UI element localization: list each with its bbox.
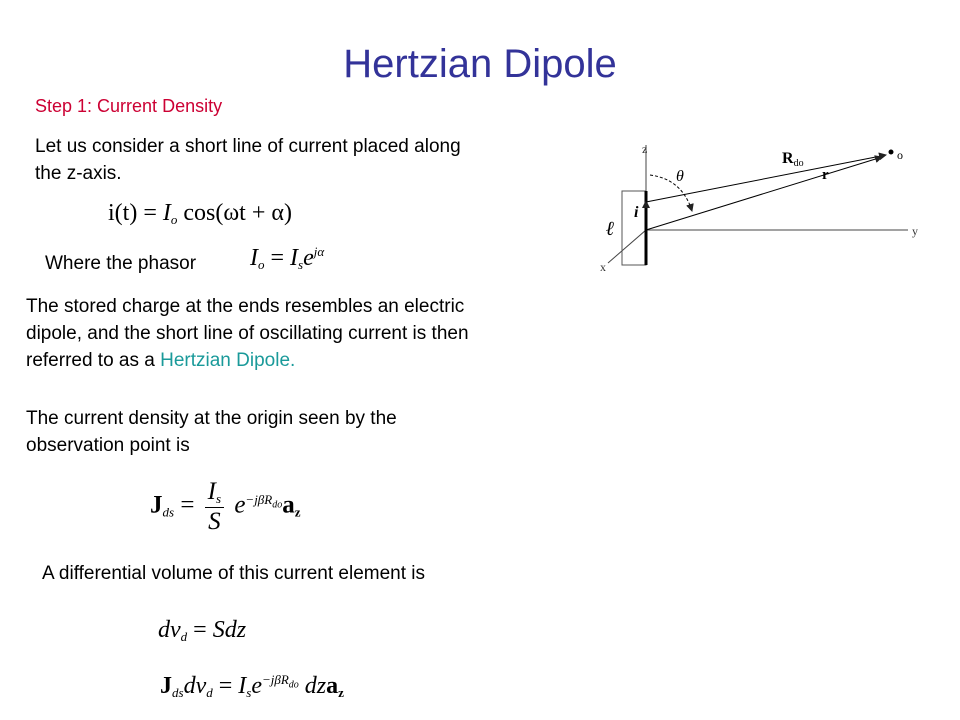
charge-line-1: The stored charge at the ends resembles an electric [26,296,465,317]
volume-text: A differential volume of this current element is [42,563,426,584]
theta-label: θ [676,168,684,185]
intro-line-1: Let us consider a short line of current placed along [35,136,461,157]
intro-line-2: the z-axis. [35,163,122,184]
z-axis-label: z [642,142,648,156]
point-label: o [897,148,903,162]
dipole-outline [622,191,646,265]
density-fraction: $\frac{I_s}{S}$ [205,478,224,536]
intro-paragraph [35,133,461,187]
current-density-equation: $J_{ds}$ = $\frac{I_s}{S}$ $e^{-j\beta R_{do}}a_z$ [150,478,301,535]
rdo-label: Rdo [782,150,804,169]
density-line-1: The current density at the origin seen by the [26,408,397,429]
x-axis-label: x [600,260,606,274]
length-label: ℓ [606,218,615,240]
y-axis-label: y [912,224,918,238]
density-paragraph [26,405,397,459]
page-title: Hertzian Dipole [343,42,617,86]
current-label: i [634,204,639,221]
observation-point [889,150,894,155]
theta-arc [650,175,692,211]
differential-volume-equation: $dv_d$ = Sdz [158,617,247,644]
r-label: r [822,167,829,183]
current-element-equation: $J_{ds}dv_d = I_se^{-j\beta R_{do}}$ dza$_z$ [160,672,344,700]
charge-line-2: dipole, and the short line of oscillating current is then [26,323,469,344]
current-equation: $i(t) = I_o$ cos(ωt + α) [108,200,292,227]
step-heading: Step 1: Current Density [35,96,223,116]
density-line-2: observation point is [26,435,190,456]
charge-line-3: referred to as a Hertzian Dipole. [26,350,296,371]
hertzian-dipole-term: Hertzian Dipole. [160,350,296,371]
dipole-diagram [590,135,930,285]
phasor-label: Where the phasor [45,253,197,274]
charge-paragraph [26,293,469,374]
phasor-equation: $I_o = I_se^{j\alpha}$ [250,244,325,272]
